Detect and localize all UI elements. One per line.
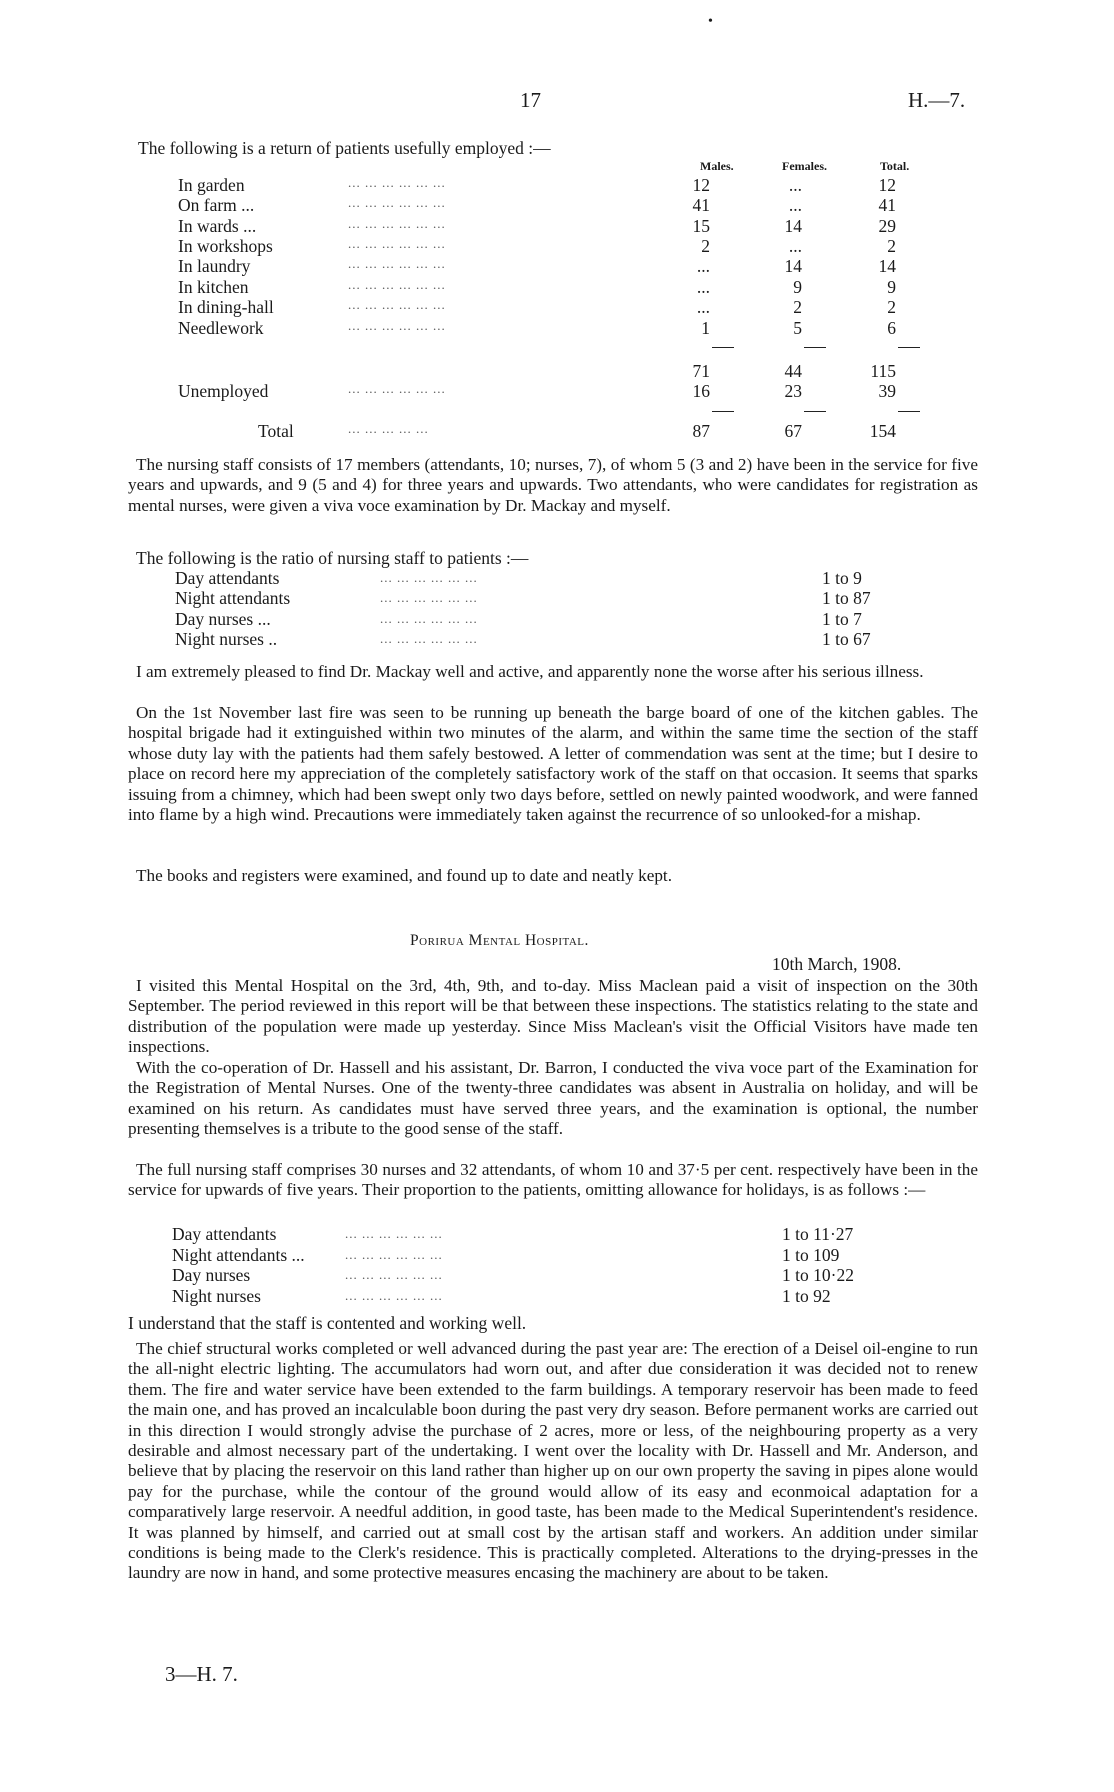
paragraph-text: The chief structural works completed or well advanced during the past year are: The erection of a Deisel oil-engine to run the all-night electric lighting. The accumulators had worn out, and after due consideration it was decided not to renew them. The fire and water service have been extended to the farm buildings. A temporary reservoir has been made to feed the main one, and has proved an incalculable boon during the past very dry season. Before permanent works are carried out in this direction I would strongly advise the purchase of 2 acres, more or less, of the neighbouring property as a very desirable and almost necessary part of the undertaking. I went over the locality with Dr. Hassell and Mr. Anderson, and believe that by placing the reservoir on this land rather than higher up on our own property the saving in pipes alone would pay for the purchase, while the contour of the ground would allow of its easy and econmoical adaptation for a comparatively large reservoir. A needful addition, in good taste, has been made to the Medical Superintendent's residence. It was planned by himself, and carried out at small cost by the artisan staff and workers. An addition under similar conditions is being made to the Clerk's residence. This is practically completed. Alterations to the drying-presses in the laundry are now in hand, and some protective measures encasing the machinery are about to be taken. <box>128 1339 978 1583</box>
paragraph-text: The nursing staff consists of 17 members (attendants, 10; nurses, 7), of whom 5 (3 and 2) have been in the service for five years and upwards, and 9 (5 and 4) for three years and upwards. Two attendants, who were candidates for registration as mental nurses, were given a viva voce examination by Dr. Mackay and myself. <box>128 455 978 515</box>
cell-males: 12 <box>692 175 710 195</box>
ratio-value: 1 to 109 <box>782 1245 840 1265</box>
cell-males: 15 <box>692 216 710 236</box>
ratio-row <box>175 609 975 630</box>
ratio-value: 1 to 7 <box>822 609 862 629</box>
leader-dots: ... ... ... ... ... <box>348 421 429 436</box>
paragraph-full-staff <box>128 1160 978 1201</box>
row-label: In laundry <box>178 256 251 276</box>
ratio-row <box>175 588 975 609</box>
cell-total: 6 <box>887 318 896 338</box>
sum-rule <box>712 347 734 348</box>
leader-dots: ... ... ... ... ... ... <box>348 175 446 190</box>
cell-females: 14 <box>784 216 802 236</box>
leader-dots: ... ... ... ... ... ... <box>345 1267 443 1282</box>
ratio-row <box>172 1224 972 1245</box>
ratio-label: Day nurses <box>172 1265 251 1285</box>
section-date: 10th March, 1908. <box>772 954 902 974</box>
table-row <box>178 216 898 237</box>
row-label: In workshops <box>178 236 273 256</box>
paragraph-text: With the co-operation of Dr. Hassell and his assistant, Dr. Barron, I conducted the viva voce part of the Examination for the Registration of Mental Nurses. One of the twenty-three candidates was absent in Australia on holiday, and will be examined on his return. As candidates must have served three years, and the examination is optional, the number presenting themselves is a tribute to the good sense of the staff. <box>128 1058 978 1139</box>
leader-dots: ... ... ... ... ... ... <box>348 256 446 271</box>
sum-rule <box>804 411 826 412</box>
total-row <box>258 421 978 442</box>
cell-females: 23 <box>784 381 802 401</box>
leader-dots: ... ... ... ... ... ... <box>348 318 446 333</box>
table-row <box>178 236 898 257</box>
cell-males: ... <box>696 256 710 276</box>
ratio-value: 1 to 92 <box>782 1286 831 1306</box>
row-label: In wards ... <box>178 216 257 236</box>
ratio-label: Night nurses <box>172 1286 261 1306</box>
leader-dots: ... ... ... ... ... ... <box>380 570 478 585</box>
cell-females: 67 <box>784 421 802 441</box>
leader-dots: ... ... ... ... ... ... <box>348 277 446 292</box>
leader-dots: ... ... ... ... ... ... <box>345 1247 443 1262</box>
cell-females: 14 <box>784 256 802 276</box>
leader-dots: ... ... ... ... ... ... <box>345 1226 443 1241</box>
sum-rule <box>898 411 920 412</box>
paragraph-pleased <box>128 662 978 682</box>
ratio-value: 1 to 10·22 <box>782 1265 854 1285</box>
row-label: In garden <box>178 175 245 195</box>
column-header-females: Females. <box>782 159 827 173</box>
cell-total: 12 <box>878 175 896 195</box>
ratio-value: 1 to 87 <box>822 588 871 608</box>
sum-rule <box>804 347 826 348</box>
cell-total: 39 <box>878 381 896 401</box>
ratio-row <box>172 1265 972 1286</box>
cell-females: 44 <box>784 361 802 381</box>
row-label: Unemployed <box>178 381 269 401</box>
cell-males: 1 <box>701 318 710 338</box>
ratio-row <box>172 1286 972 1307</box>
paragraph-contented: I understand that the staff is contented and working well. <box>128 1313 527 1333</box>
cell-total: 2 <box>887 297 896 317</box>
cell-males: 71 <box>692 361 710 381</box>
ratio-value: 1 to 9 <box>822 568 862 588</box>
ratio-value: 1 to 67 <box>822 629 871 649</box>
ratio-label: Night attendants ... <box>172 1245 305 1265</box>
paragraph-books <box>128 866 978 886</box>
row-label: Needlework <box>178 318 264 338</box>
ratio-value: 1 to 11·27 <box>782 1224 854 1244</box>
cell-males: 16 <box>692 381 710 401</box>
cell-males: 87 <box>692 421 710 441</box>
paragraph-cooperation <box>128 1058 978 1140</box>
table-row <box>178 175 898 196</box>
table-row <box>178 318 898 339</box>
page-footer: 3—H. 7. <box>165 1662 238 1686</box>
paragraph-fire <box>128 703 978 825</box>
ratio-label: Night nurses .. <box>175 629 278 649</box>
page-number: 17 <box>520 88 541 112</box>
cell-males: ... <box>696 297 710 317</box>
unemployed-row <box>178 381 898 402</box>
cell-females: ... <box>788 175 802 195</box>
paragraph-visited <box>128 976 978 1058</box>
paragraph-text: On the 1st November last fire was seen to be running up beneath the barge board of one of the kitchen gables. The hospital brigade had it extinguished within two minutes of the alarm, and within the same time the section of the staff whose duty lay with the patients had them safely bestowed. A letter of commendation was sent at the time; but I desire to place on record here my appreciation of the completely satisfactory work of the staff on that occasion. It seems that sparks issuing from a chimney, which had been swept only two days before, settled on newly painted woodwork, and were fanned into flame by a high wind. Precautions were immediately taken against the recurrence of so unlooked-for a mishap. <box>128 703 978 825</box>
cell-females: ... <box>788 236 802 256</box>
table-row <box>178 195 898 216</box>
paragraph-text: I am extremely pleased to find Dr. Mackay well and active, and apparently none the worse after his serious illness. <box>136 662 924 681</box>
document-reference: H.—7. <box>908 88 966 112</box>
ratio-label: Day attendants <box>175 568 280 588</box>
cell-total: 9 <box>887 277 896 297</box>
table-row <box>178 297 898 318</box>
cell-females: 5 <box>793 318 802 338</box>
paragraph-text: The books and registers were examined, and found up to date and neatly kept. <box>136 866 672 885</box>
cell-total: 2 <box>887 236 896 256</box>
ratio-label: Night attendants <box>175 588 291 608</box>
cell-females: 9 <box>793 277 802 297</box>
leader-dots: ... ... ... ... ... ... <box>380 590 478 605</box>
sum-rule <box>712 411 734 412</box>
paragraph-structural <box>128 1339 978 1584</box>
row-label: Total <box>258 421 294 441</box>
paragraph-text: I visited this Mental Hospital on the 3rd, 4th, 9th, and to-day. Miss Maclean paid a visit of inspection on the 30th September. The period reviewed in this report will be that between these inspections. The statistics relating to the state and distribution of the population were made up yesterday. Since Miss Maclean's visit the Official Visitors have made ten inspections. <box>128 976 978 1057</box>
cell-males: 2 <box>701 236 710 256</box>
paragraph-nursing-staff <box>128 455 978 516</box>
leader-dots: ... ... ... ... ... ... <box>345 1288 443 1303</box>
ratio-row <box>172 1245 972 1266</box>
ratio-row <box>175 568 975 589</box>
cell-total: 14 <box>878 256 896 276</box>
cell-males: ... <box>696 277 710 297</box>
table-row <box>178 256 898 277</box>
section-heading: Porirua Mental Hospital. <box>410 932 589 949</box>
ratio-label: Day nurses ... <box>175 609 271 629</box>
cell-total: 115 <box>870 361 896 381</box>
cell-males: 41 <box>692 195 710 215</box>
page-mark: • <box>708 14 713 29</box>
table-row <box>178 277 898 298</box>
row-label: On farm ... <box>178 195 255 215</box>
cell-total: 29 <box>878 216 896 236</box>
cell-total: 41 <box>878 195 896 215</box>
cell-females: ... <box>788 195 802 215</box>
leader-dots: ... ... ... ... ... ... <box>348 195 446 210</box>
column-header-males: Males. <box>700 159 734 173</box>
column-header-total: Total. <box>880 159 910 173</box>
row-label: In kitchen <box>178 277 249 297</box>
subtotal-row <box>178 361 898 382</box>
patients-table-intro: The following is a return of patients usefully employed :— <box>138 138 551 158</box>
leader-dots: ... ... ... ... ... ... <box>380 611 478 626</box>
cell-females: 2 <box>793 297 802 317</box>
leader-dots: ... ... ... ... ... ... <box>348 297 446 312</box>
leader-dots: ... ... ... ... ... ... <box>348 381 446 396</box>
leader-dots: ... ... ... ... ... ... <box>380 631 478 646</box>
sum-rule <box>898 347 920 348</box>
ratio-intro: The following is the ratio of nursing staff to patients :— <box>136 548 529 568</box>
leader-dots: ... ... ... ... ... ... <box>348 236 446 251</box>
ratio-row <box>175 629 975 650</box>
paragraph-text: The full nursing staff comprises 30 nurses and 32 attendants, of whom 10 and 37·5 per cent. respectively have been in the service for upwards of five years. Their proportion to the patients, omitting allowance for holidays, is as follows :— <box>128 1160 978 1200</box>
ratio-label: Day attendants <box>172 1224 277 1244</box>
row-label: In dining-hall <box>178 297 274 317</box>
leader-dots: ... ... ... ... ... ... <box>348 216 446 231</box>
cell-total: 154 <box>869 421 896 441</box>
